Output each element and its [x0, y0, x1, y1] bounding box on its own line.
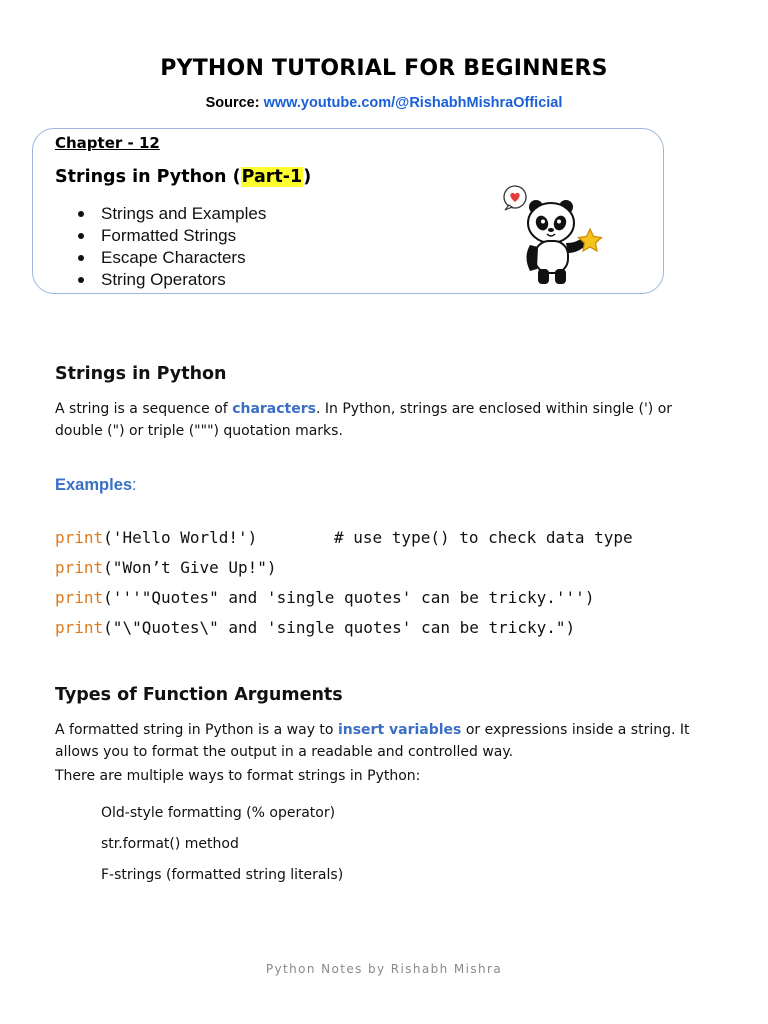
heart-icon	[504, 186, 526, 210]
bullet-icon	[78, 211, 84, 217]
page-title: PYTHON TUTORIAL FOR BEGINNERS	[160, 56, 608, 81]
code-line	[55, 613, 575, 643]
code-line	[55, 583, 594, 613]
code-keyword: print	[55, 588, 104, 607]
topic-item: Formatted Strings	[78, 225, 266, 247]
bullet-icon	[78, 277, 84, 283]
format-methods-intro: There are multiple ways to format strings in Python:	[55, 768, 421, 784]
code-args: ("Won’t Give Up!")	[103, 558, 277, 577]
chapter-topic-list	[78, 203, 266, 291]
code-keyword: print	[55, 528, 104, 547]
strings-description: A string is a sequence of characters. In Python, strings are enclosed within single (') or double (") or triple (""") quotation marks.	[55, 401, 673, 439]
format-method-item: Old-style formatting (% operator)	[101, 805, 336, 821]
code-comment: # use type() to check data type	[334, 528, 633, 547]
code-args: ("\"Quotes\" and 'single quotes' can be tricky.")	[103, 618, 576, 637]
source-line	[0, 95, 768, 111]
format-methods-list	[101, 800, 343, 893]
panda-icon	[500, 183, 610, 293]
page-footer: Python Notes by Rishabh Mishra	[265, 962, 503, 976]
code-line	[55, 523, 257, 553]
bullet-icon	[78, 233, 84, 239]
section-heading-function-arguments: Types of Function Arguments	[55, 685, 343, 705]
chapter-part-highlight: Part-1	[241, 167, 303, 187]
bullet-icon	[78, 255, 84, 261]
source-link[interactable]: www.youtube.com/@RishabhMishraOfficial	[263, 95, 563, 111]
chapter-label: Chapter - 12	[55, 134, 160, 152]
characters-highlight: characters	[232, 401, 316, 417]
code-args: ('Hello World!')	[103, 528, 258, 547]
code-keyword: print	[55, 558, 104, 577]
topic-item: Escape Characters	[78, 247, 266, 269]
topic-item: Strings and Examples	[78, 203, 266, 225]
insert-variables-highlight: insert variables	[337, 722, 462, 738]
chapter-heading	[55, 167, 311, 187]
source-label: Source:	[205, 95, 264, 111]
format-method-item: F-strings (formatted string literals)	[101, 867, 344, 883]
chapter-heading-prefix: Strings in Python (	[55, 167, 241, 187]
code-args: ('''"Quotes" and 'single quotes' can be tricky.''')	[103, 588, 595, 607]
format-method-item: str.format() method	[101, 836, 239, 852]
code-keyword: print	[55, 618, 104, 637]
chapter-heading-suffix: )	[303, 167, 312, 187]
code-line	[55, 553, 277, 583]
formatted-string-description: A formatted string in Python is a way to insert variables or expressions inside a string. It allows you to format the output in a readable and controlled way.	[55, 722, 690, 760]
section-heading-strings: Strings in Python	[55, 364, 227, 384]
topic-item: String Operators	[78, 269, 266, 291]
examples-label: Examples:	[55, 476, 137, 494]
